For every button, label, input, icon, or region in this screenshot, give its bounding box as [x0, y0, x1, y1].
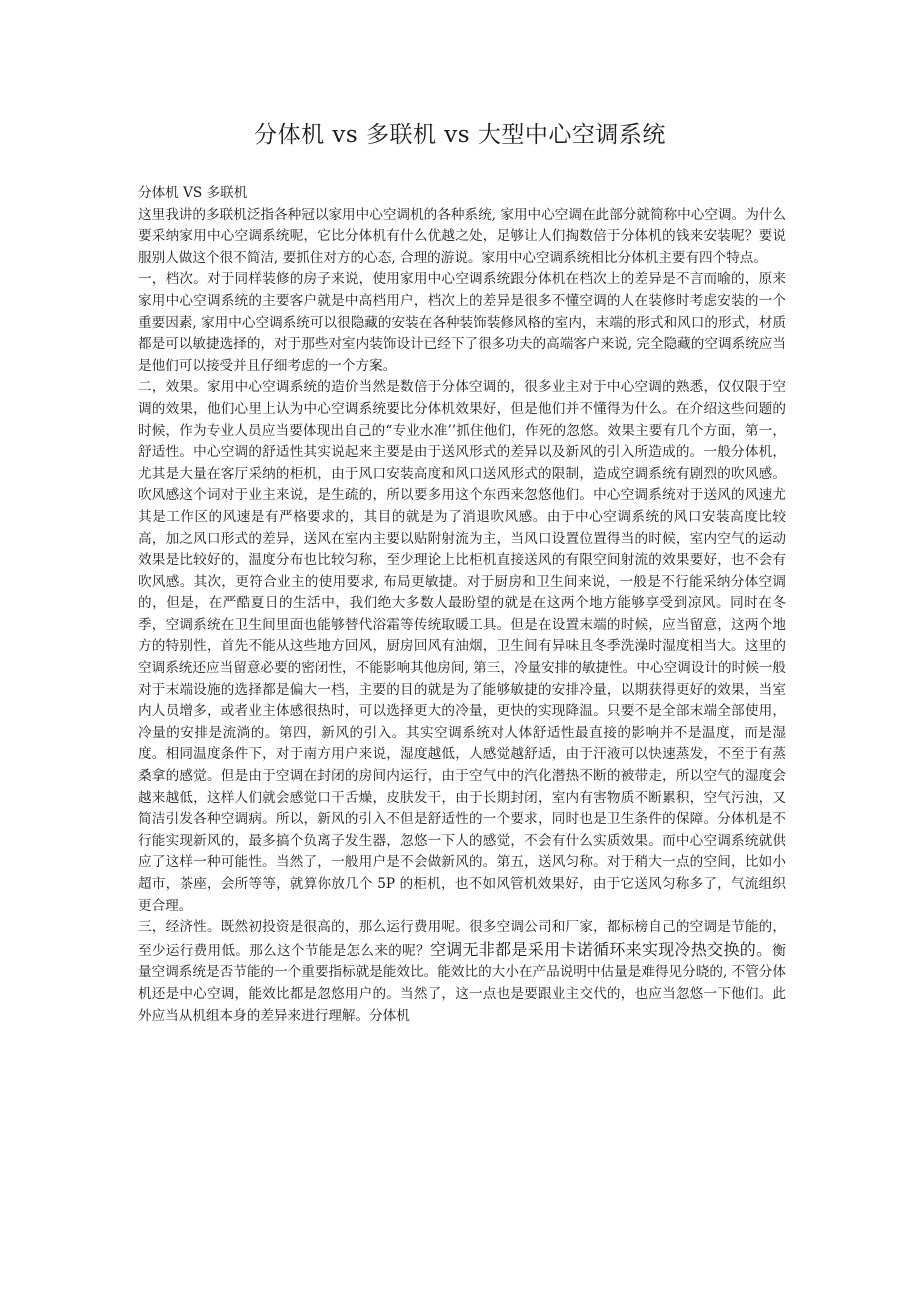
paragraph-point-1: 一，档次。对于同样装修的房子来说，使用家用中心空调系统跟分体机在档次上的差异是不言而喻的，原来家用中心空调系统的主要客户就是中高档用户，档次上的差异是很多不懂空调的人在装修时考虑安装的一个重要因素, 家用中心空调系统可以很隐藏的安装在各种装饰装修风格的室内，末端的形式和风口的形式，材质都是可以敏捷选择的，对于那些对室内装饰设计已经下了很多功夫的高端客户来说, 完全隐藏的空调系统应当是他们可以接受并且仔细考虑的一个方案。	[138, 271, 786, 374]
paragraph-intro: 这里我讲的多联机泛指各种冠以家用中心空调机的各种系统, 家用中心空调在此部分就简称中心空调。为什么要采纳家用中心空调系统呢，它比分体机有什么优越之处，足够让人们掏数倍于分体机的钱来安装呢？要说服别人做这个很不简洁, 要抓住对方的心态, 合理的游说。家用中心空调系统相比分体机主要有四个特点。	[138, 206, 786, 266]
point-3-emphasis: 空调无非都是采用卡诺循环来实现冷热交换的。	[429, 939, 773, 959]
document-body	[138, 183, 786, 1027]
point-3-text-a: 三，经济性。既然初投资是很高的，那么运行费用呢。很多空调公司和厂家，都标榜自己的空调是节能的，至少运行费用低。那么这个节能是怎么来的呢？	[138, 919, 786, 959]
section-heading: 分体机 VS 多联机	[138, 185, 248, 201]
paragraph-point-3	[138, 917, 786, 1027]
document-title: 分体机 vs 多联机 vs 大型中心空调系统	[254, 122, 666, 148]
point-3-text-b: 衡量空调系统是否节能的一个重要指标就是能效比。能效比的大小在产品说明中估量是难得见分晓的, 不管分体机还是中心空调，能效比都是忽悠用户的。当然了，这一点也是要跟业主交代的，也应当忽悠一下他们。此外应当从机组本身的差异来进行理解。分体机	[138, 942, 786, 1024]
paragraph-point-2: 二，效果。家用中心空调系统的造价当然是数倍于分体空调的，很多业主对于中心空调的熟悉，仅仅限于空调的效果，他们心里上认为中心空调系统要比分体机效果好，但是他们并不懂得为什么。在介绍这些问题的时候，作为专业人员应当要体现出自己的“专业水准’’抓住他们，作死的忽悠。效果主要有几个方面，第一，舒适性。中心空调的舒适性其实说起来主要是由于送风形式的差异以及新风的引入所造成的。一般分体机，尤其是大量在客厅采纳的柜机，由于风口安装高度和风口送风形式的限制，造成空调系统有剧烈的吹风感。吹风感这个词对于业主来说，是生疏的，所以要多用这个东西来忽悠他们。中心空调系统对于送风的风速尤其是工作区的风速是有严格要求的，其目的就是为了消退吹风感。由于中心空调系统的风口安装高度比较高，加之风口形式的差异，送风在室内主要以贴附射流为主，当风口设置位置得当的时候，室内空气的运动效果是比较好的，温度分布也比较匀称，至少理论上比柜机直接送风的有限空间射流的效果要好，也不会有吹风感。其次，更符合业主的使用要求, 布局更敏捷。对于厨房和卫生间来说，一般是不行能采纳分体空调的，但是，在严酷夏日的生活中，我们绝大多数人最盼望的就是在这两个地方能够享受到凉风。同时在冬季，空调系统在卫生间里面也能够替代浴霜等传统取暖工具。但是在设置末端的时候，应当留意，这两个地方的特别性，首先不能从这些地方回风，厨房回风有油烟，卫生间有异味且冬季洗澡时湿度相当大。这里的空调系统还应当留意必要的密闭性，不能影响其他房间, 第三，冷量安排的敏捷性。中心空调设计的时候一般对于末端设施的选择都是偏大一档，主要的目的就是为了能够敏捷的安排冷量，以期获得更好的效果，当室内人员增多，或者业主体感很热时，可以选择更大的冷量，更快的实现降温。只要不是全部末端全部使用，冷量的安排是流淌的。第四，新风的引入。其实空调系统对人体舒适性最直接的影响并不是温度，而是湿度。相同温度条件下，对于南方用户来说，湿度越低，人感觉越舒适，由于汗液可以快速蒸发，不至于有蒸桑拿的感觉。但是由于空调在封闭的房间内运行，由于空气中的汽化潜热不断的被带走，所以空气的湿度会越来越低，这样人们就会感觉口干舌燥，皮肤发干，由于长期封闭，室内有害物质不断累积，空气污浊，又简洁引发各种空调病。所以，新风的引入不但是舒适性的一个要求，同时也是卫生条件的保障。分体机是不行能实现新风的，最多搞个负离子发生器，忽悠一下人的感觉，不会有什么实质效果。而中心空调系统就供应了这样一种可能性。当然了，一般用户是不会做新风的。第五，送风匀称。对于稍大一点的空间，比如小超市，茶座，会所等等，就算你放几个 5P 的柜机，也不如风管机效果好，由于它送风匀称多了，气流组织更合理。	[138, 379, 786, 914]
